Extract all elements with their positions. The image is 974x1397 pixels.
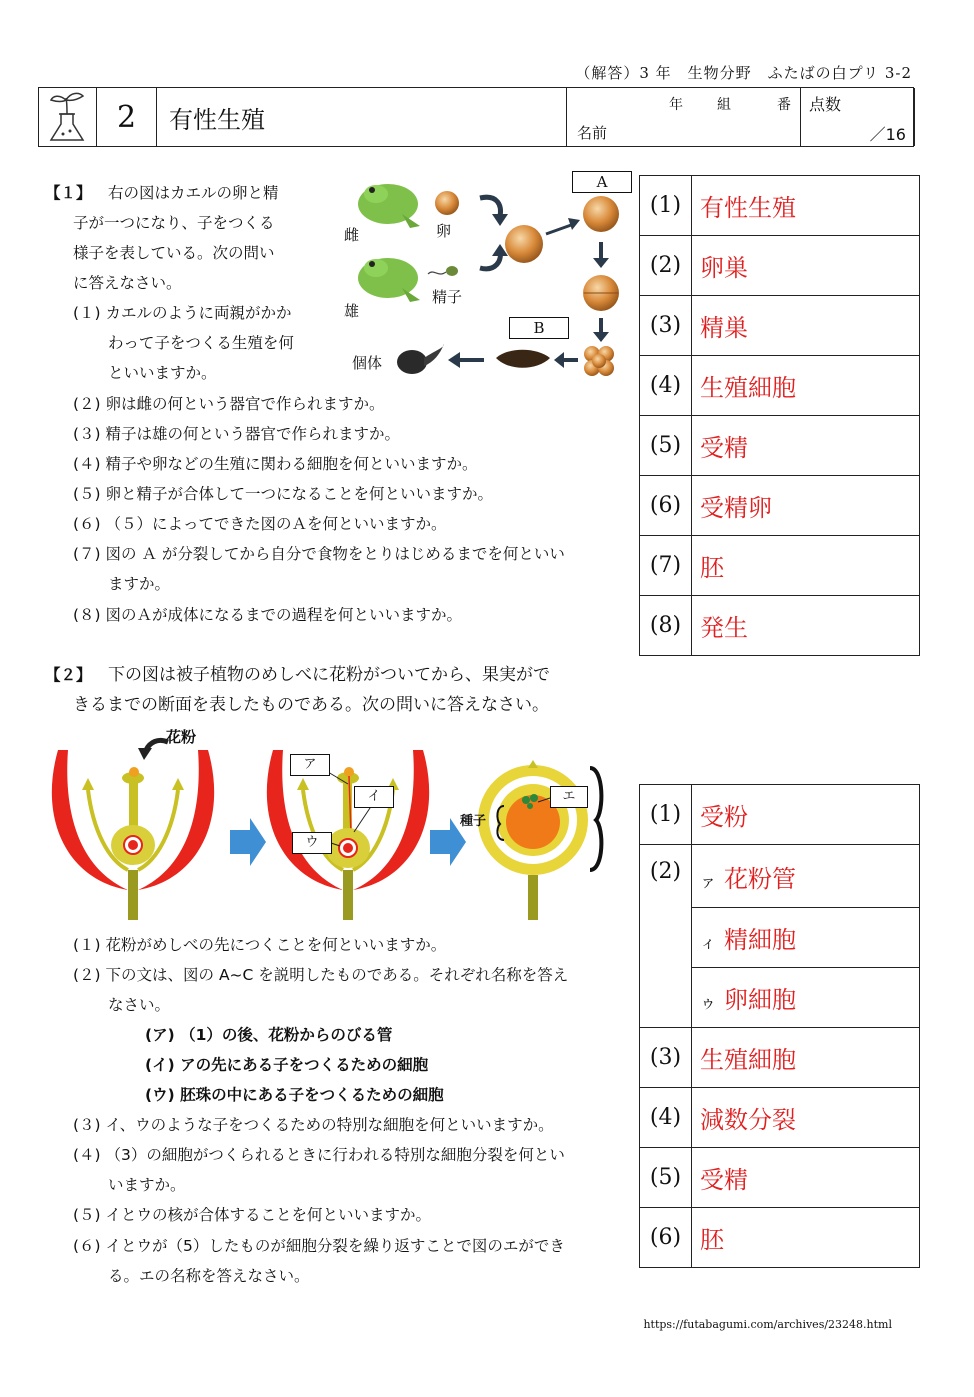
section2-answer-table — [639, 784, 920, 1268]
embryo-b-icon — [496, 350, 550, 368]
answer-row — [640, 356, 920, 416]
answer-row — [640, 296, 920, 356]
s2-question-4-cont: いますか。 — [108, 1176, 186, 1194]
label-u: ウ — [292, 832, 332, 854]
s2-question-6-cont: る。エの名称を答えなさい。 — [108, 1267, 310, 1285]
zygote-a-icon — [583, 196, 619, 232]
unit-number: 2 — [97, 88, 157, 146]
answer-cell[interactable]: 精巣 — [692, 296, 920, 356]
flask-sprout-icon — [39, 88, 95, 146]
answer-number: (5) — [640, 416, 692, 476]
male-label: 雄 — [344, 302, 360, 320]
answer-row — [640, 1028, 920, 1088]
s2-sub-u: (ウ) 胚珠の中にある子をつくるための細胞 — [145, 1086, 444, 1104]
answer-cell[interactable] — [692, 845, 920, 908]
answer-row — [640, 1208, 920, 1268]
answer-row — [640, 416, 920, 476]
answer-cell[interactable]: 減数分裂 — [692, 1088, 920, 1148]
unit-title: 有性生殖 — [157, 88, 567, 146]
answer-row — [640, 236, 920, 296]
section1-heading: 【１】 — [45, 184, 92, 202]
s2-question-6: (６) イとウが（5）したものが細胞分裂を繰り返すことで図のエができ — [73, 1237, 565, 1255]
answer-cell[interactable]: 卵巣 — [692, 236, 920, 296]
s1-question-1-cont: わって子をつくる生殖を何 — [108, 334, 294, 352]
name-label: 名前 — [577, 124, 608, 142]
year-label: 年 — [669, 97, 683, 113]
morula-icon — [584, 346, 614, 376]
section1-intro-line: 右の図はカエルの卵と精 — [108, 184, 279, 202]
answer-cell[interactable]: 受精 — [692, 1148, 920, 1208]
answer-row — [640, 845, 920, 908]
section2-intro-line: きるまでの断面を表したものである。次の問いに答えなさい。 — [73, 695, 549, 715]
name-field[interactable] — [567, 88, 801, 146]
s1-question-3: (３) 精子は雄の何という器官で作られますか。 — [73, 425, 401, 443]
s1-question-6: (６) （５）によってできた図のＡを何といいますか。 — [73, 515, 447, 533]
label-e: エ — [550, 786, 588, 808]
s2-question-2: (２) 下の文は、図の A~C を説明したものである。それぞれ名称を答え — [73, 966, 569, 984]
box-b-label: B — [509, 317, 569, 339]
fruit — [478, 760, 601, 920]
answer-cell[interactable]: 胚 — [692, 1208, 920, 1268]
score-total: ／16 — [869, 125, 906, 144]
answer-number: (2) — [640, 845, 692, 1028]
answer-number: (6) — [640, 476, 692, 536]
kana-label: ィ — [700, 933, 717, 952]
answer-text: 精細胞 — [724, 926, 797, 954]
section1-answer-table — [639, 175, 920, 656]
answer-row — [640, 596, 920, 656]
kana-label: ァ — [700, 871, 717, 891]
logo — [39, 88, 97, 146]
box-a-label: A — [572, 171, 632, 193]
answer-text: 花粉管 — [724, 864, 797, 893]
section1-intro-line: 様子を表している。次の問い — [73, 244, 275, 262]
answer-cell[interactable]: 有性生殖 — [692, 176, 920, 236]
answer-number: (4) — [640, 356, 692, 416]
worksheet-subtitle: （解答）3 年 生物分野 ふたばの白プリ 3-2 — [575, 64, 912, 82]
fertilized-egg-icon — [505, 225, 543, 263]
section1-intro-line: 子が一つになり、子をつくる — [73, 214, 275, 232]
score-label: 点数 — [809, 95, 842, 114]
answer-number: (3) — [640, 296, 692, 356]
answer-row — [640, 1088, 920, 1148]
answer-cell[interactable]: 受精 — [692, 416, 920, 476]
s1-question-2: (２) 卵は雌の何という器官で作られますか。 — [73, 395, 385, 413]
flower-1 — [52, 740, 214, 920]
answer-text: 卵細胞 — [724, 986, 797, 1014]
answer-number: (1) — [640, 785, 692, 845]
seat-label: 番 — [777, 97, 791, 113]
answer-cell[interactable] — [692, 968, 920, 1028]
score-field — [801, 88, 915, 146]
label-i: イ — [354, 786, 394, 808]
fruit-bracket-icon — [590, 768, 601, 870]
s2-question-1: (１) 花粉がめしべの先につくことを何といいますか。 — [73, 936, 447, 954]
answer-cell[interactable]: 発生 — [692, 596, 920, 656]
individual-label: 個体 — [352, 354, 383, 372]
answer-number: (6) — [640, 1208, 692, 1268]
egg-icon — [435, 191, 459, 215]
s1-question-7: (７) 図の Ａ が分裂してから自分で食物をとりはじめるまでを何といい — [73, 545, 565, 563]
seed-label: 種子 — [460, 814, 487, 829]
answer-cell[interactable]: 胚 — [692, 536, 920, 596]
answer-row — [640, 785, 920, 845]
egg-label: 卵 — [436, 222, 452, 240]
s2-question-5: (５) イとウの核が合体することを何といいますか。 — [73, 1206, 432, 1224]
tadpole-icon — [397, 344, 444, 374]
s1-question-5: (５) 卵と精子が合体して一つになることを何といいますか。 — [73, 485, 494, 503]
worksheet-header — [38, 87, 914, 147]
answer-number: (7) — [640, 536, 692, 596]
answer-row — [640, 476, 920, 536]
answer-row — [640, 1148, 920, 1208]
section2-heading: 【２】 — [45, 666, 92, 684]
section2-intro-line: 下の図は被子植物のめしべに花粉がついてから、果実がで — [108, 665, 550, 685]
answer-number: (8) — [640, 596, 692, 656]
answer-number: (2) — [640, 236, 692, 296]
answer-number: (1) — [640, 176, 692, 236]
answer-cell[interactable]: 生殖細胞 — [692, 356, 920, 416]
answer-cell[interactable]: 受粉 — [692, 785, 920, 845]
flower-fertilization-diagram — [38, 720, 618, 925]
section1-intro-line: に答えなさい。 — [73, 274, 182, 292]
answer-cell[interactable] — [692, 908, 920, 968]
answer-row — [640, 536, 920, 596]
male-frog-icon — [358, 258, 420, 302]
answer-number: (4) — [640, 1088, 692, 1148]
s1-question-1: (１) カエルのように両親がかか — [73, 304, 292, 322]
s1-question-4: (４) 精子や卵などの生殖に関わる細胞を何といいますか。 — [73, 455, 478, 473]
answer-number: (5) — [640, 1148, 692, 1208]
sperm-icon — [428, 266, 458, 276]
source-url[interactable]: https://futabagumi.com/archives/23248.html — [643, 1318, 892, 1331]
s1-question-1-cont: といいますか。 — [108, 364, 217, 382]
s1-question-8: (８) 図のＡが成体になるまでの過程を何といいますか。 — [73, 606, 463, 624]
s2-sub-i: (イ) アの先にある子をつくるための細胞 — [145, 1056, 429, 1074]
answer-row — [640, 176, 920, 236]
frog-development-diagram — [340, 168, 635, 390]
s2-question-2-cont: なさい。 — [108, 996, 171, 1014]
female-frog-icon — [358, 184, 420, 228]
class-label: 組 — [717, 97, 731, 113]
female-label: 雌 — [344, 226, 360, 244]
sperm-label: 精子 — [432, 288, 463, 306]
s1-question-7-cont: ますか。 — [108, 575, 171, 593]
kana-label: ゥ — [700, 993, 717, 1012]
pollen-label: 花粉 — [166, 728, 197, 746]
s2-question-3: (３) イ、ウのような子をつくるための特別な細胞を何といいますか。 — [73, 1116, 554, 1134]
answer-cell[interactable]: 受精卵 — [692, 476, 920, 536]
answer-number: (3) — [640, 1028, 692, 1088]
blue-arrow-icon — [230, 818, 266, 866]
label-a: ア — [290, 754, 330, 776]
s2-question-4: (４) （3）の細胞がつくられるときに行われる特別な細胞分裂を何とい — [73, 1146, 565, 1164]
answer-cell[interactable]: 生殖細胞 — [692, 1028, 920, 1088]
s2-sub-a: (ア) （1）の後、花粉からのびる管 — [145, 1026, 393, 1044]
